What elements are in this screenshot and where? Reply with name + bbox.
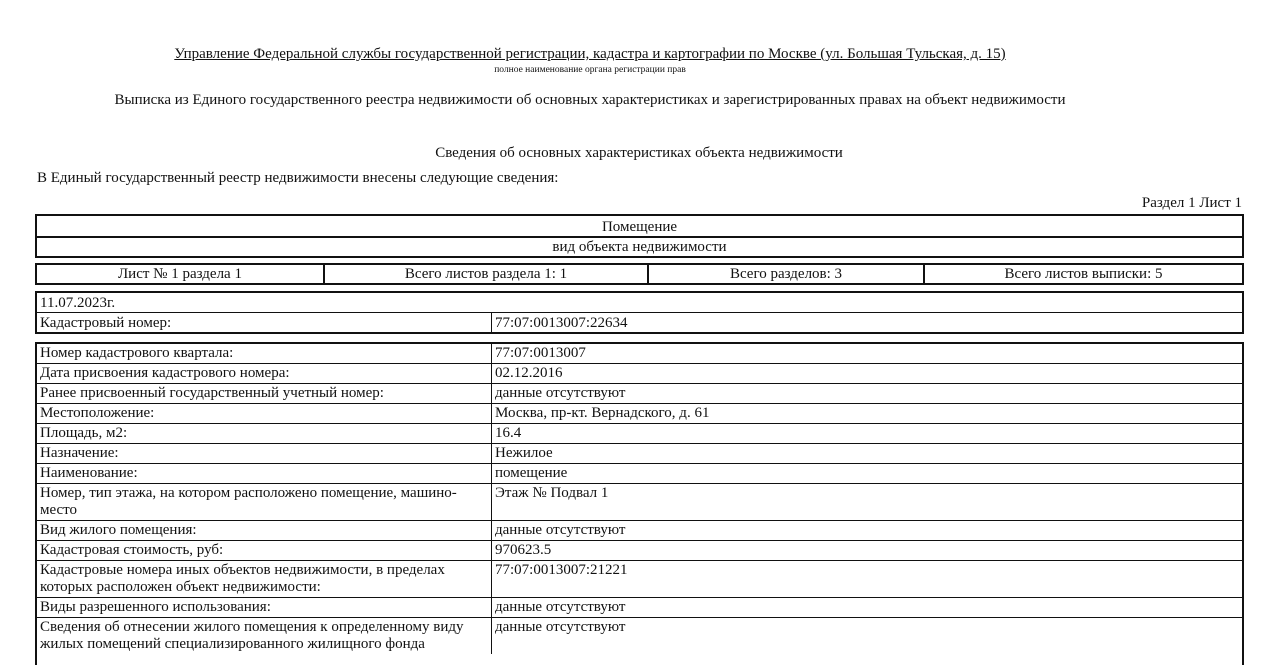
table-row — [37, 598, 1242, 618]
row-value: 16.4 — [495, 425, 522, 441]
table-row — [37, 541, 1242, 561]
agency-name: Управление Федеральной службы государственной регистрации, кадастра и картографии по Москве (ул. Большая Тульская, д. 15) — [174, 46, 1006, 62]
record-date: 11.07.2023г. — [37, 293, 1242, 313]
object-type-caption-box — [35, 236, 1244, 258]
row-label: Назначение: — [37, 444, 492, 463]
table-row — [37, 404, 1242, 424]
row-value: 77:07:0013007:21221 — [495, 562, 628, 578]
row-value: данные отсутствуют — [495, 619, 626, 635]
row-value: 970623.5 — [495, 542, 552, 558]
row-label: Местоположение: — [37, 404, 492, 423]
row-label: Сведения об отнесении жилого помещения к определенному виду жилых помещений специализированного жилищного фонда — [37, 618, 492, 654]
sheets-row — [35, 263, 1244, 285]
object-type-caption: вид объекта недвижимости — [552, 239, 727, 255]
row-value: помещение — [495, 465, 568, 481]
extract-title: Выписка из Единого государственного реестра недвижимости об основных характеристиках и зарегистрированных правах на объект недвижимости — [114, 92, 1066, 108]
row-label: Наименование: — [37, 464, 492, 483]
row-value: данные отсутствуют — [495, 522, 626, 538]
cadastral-box — [35, 291, 1244, 334]
table-row — [37, 384, 1242, 404]
row-label: Дата присвоения кадастрового номера: — [37, 364, 492, 383]
table-row — [37, 484, 1242, 521]
row-value: Москва, пр-кт. Вернадского, д. 61 — [495, 405, 710, 421]
row-label: Кадастровая стоимость, руб: — [37, 541, 492, 560]
object-type: Помещение — [601, 219, 678, 235]
table-row — [37, 521, 1242, 541]
row-label: Ранее присвоенный государственный учетный номер: — [37, 384, 492, 403]
row-value: данные отсутствуют — [495, 385, 626, 401]
row-label: Вид жилого помещения: — [37, 521, 492, 540]
row-value: 02.12.2016 — [495, 365, 563, 381]
row-label: Виды разрешенного использования: — [37, 598, 492, 617]
row-label: Площадь, м2: — [37, 424, 492, 443]
table-row — [37, 561, 1242, 598]
cadastral-number-row — [37, 313, 1242, 333]
row-label: Номер, тип этажа, на котором расположено помещение, машино-место — [37, 484, 492, 520]
row-value: 77:07:0013007 — [495, 345, 586, 361]
table-row — [37, 464, 1242, 484]
table-row — [37, 444, 1242, 464]
table-row — [37, 618, 1242, 654]
row-label: Номер кадастрового квартала: — [37, 344, 492, 363]
table-row — [37, 424, 1242, 444]
sections-total-cell: Всего разделов: 3 — [649, 265, 925, 283]
cadastral-number-label: Кадастровый номер: — [37, 313, 492, 333]
row-label: Кадастровые номера иных объектов недвижимости, в пределах которых расположен объект недвижимости: — [37, 561, 492, 597]
section-sheet-label: Раздел 1 Лист 1 — [1141, 195, 1242, 211]
info-title: Сведения об основных характеристиках объекта недвижимости — [435, 145, 843, 161]
table-row — [37, 344, 1242, 364]
sheet-number-cell: Лист № 1 раздела 1 — [37, 265, 325, 283]
cadastral-number-value: 77:07:0013007:22634 — [495, 315, 628, 331]
row-value: данные отсутствуют — [495, 599, 626, 615]
agency-caption: полное наименование органа регистрации прав — [494, 65, 686, 75]
object-type-box — [35, 214, 1244, 238]
intro-text: В Единый государственный реестр недвижимости внесены следующие сведения: — [37, 170, 559, 186]
section-sheets-total-cell: Всего листов раздела 1: 1 — [325, 265, 649, 283]
row-value: Нежилое — [495, 445, 553, 461]
table-row — [37, 364, 1242, 384]
row-value: Этаж № Подвал 1 — [495, 485, 609, 501]
details-table — [35, 342, 1244, 665]
extract-sheets-total-cell: Всего листов выписки: 5 — [1004, 266, 1163, 282]
